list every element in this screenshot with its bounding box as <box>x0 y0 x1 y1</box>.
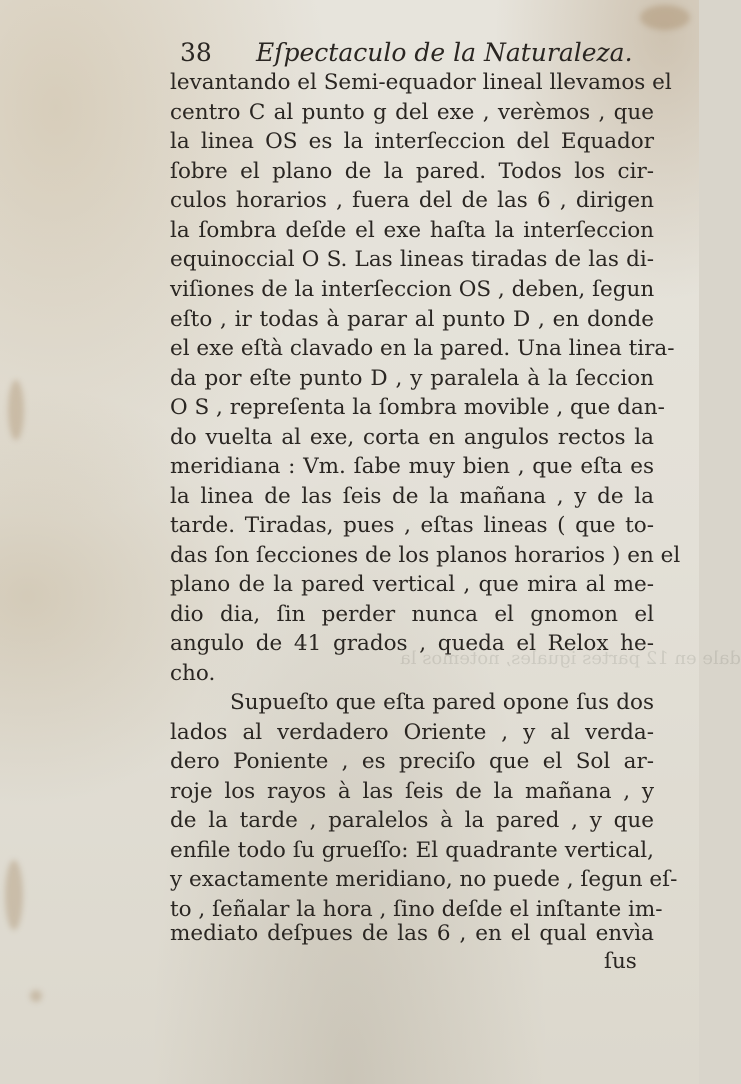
text-line: plano de la pared vertical , que mira al me- <box>170 572 654 597</box>
text-line: eſto , ir todas à parar al punto D , en donde <box>170 307 654 332</box>
text-line: ſobre el plano de la pared. Todos los cir- <box>170 159 654 184</box>
page-header <box>180 38 633 70</box>
text-line: la linea de las ſeis de la mañana , y de la <box>170 484 654 509</box>
text-line: Supueſto que eſta pared opone ſus dos <box>230 690 654 715</box>
text-line: de la tarde , paralelos à la pared , y que <box>170 808 654 833</box>
show-through-text: dale en 12 partes iguales, notemos la <box>400 648 741 669</box>
text-line: la ſombra deſde el exe haſta la interſeccion <box>170 218 654 243</box>
age-stain <box>30 990 42 1002</box>
text-line: la linea OS es la interſeccion del Equador <box>170 129 654 154</box>
text-line: da por eſte punto D , y paralela à la ſeccion <box>170 366 654 391</box>
page-number: 38 <box>180 38 212 67</box>
text-line: O S , repreſenta la ſombra movible , que dan- <box>170 395 665 420</box>
text-line: dio dia, ſin perder nunca el gnomon el <box>170 602 654 627</box>
text-line: y exactamente meridiano, no puede , ſegun eſ- <box>170 867 678 892</box>
text-line: tarde. Tiradas, pues , eſtas lineas ( que to- <box>170 513 654 538</box>
text-line: viſiones de la interſeccion OS , deben, ſegun <box>170 277 655 302</box>
text-line: el exe eſtà clavado en la pared. Una linea tira- <box>170 336 675 361</box>
text-line: dero Poniente , es preciſo que el Sol ar- <box>170 749 654 774</box>
text-line: to , ſeñalar la hora , ſino deſde el inſtante im- <box>170 897 663 922</box>
age-stain <box>8 380 24 440</box>
text-line: do vuelta al exe, corta en angulos rectos la <box>170 425 654 450</box>
text-line: angulo de 41 grados , queda el Relox he- <box>170 631 654 656</box>
text-line: enfile todo ſu grueſſo: El quadrante vertical, <box>170 838 654 863</box>
text-line: mediato deſpues de las 6 , en el qual envìa <box>170 921 654 946</box>
text-line: cho. <box>170 661 216 686</box>
text-line: lados al verdadero Oriente , y al verda- <box>170 720 654 745</box>
running-title: Eſpectaculo de la Naturaleza. <box>256 38 633 67</box>
text-line: roje los rayos à las ſeis de la mañana , y <box>170 779 654 804</box>
text-line: levantando el Semi-equador lineal llevamos el <box>170 70 672 95</box>
catchword: ſus <box>604 949 637 974</box>
text-line: equinoccial O S. Las lineas tiradas de las di- <box>170 247 654 272</box>
text-line: das ſon ſecciones de los planos horarios ) en el <box>170 543 681 568</box>
text-line: meridiana : Vm. ſabe muy bien , que eſta es <box>170 454 654 479</box>
age-stain <box>640 5 690 30</box>
text-line: centro C al punto g del exe , verèmos , que <box>170 100 654 125</box>
text-line: culos horarios , fuera del de las 6 , dirigen <box>170 188 654 213</box>
age-stain <box>5 860 23 930</box>
